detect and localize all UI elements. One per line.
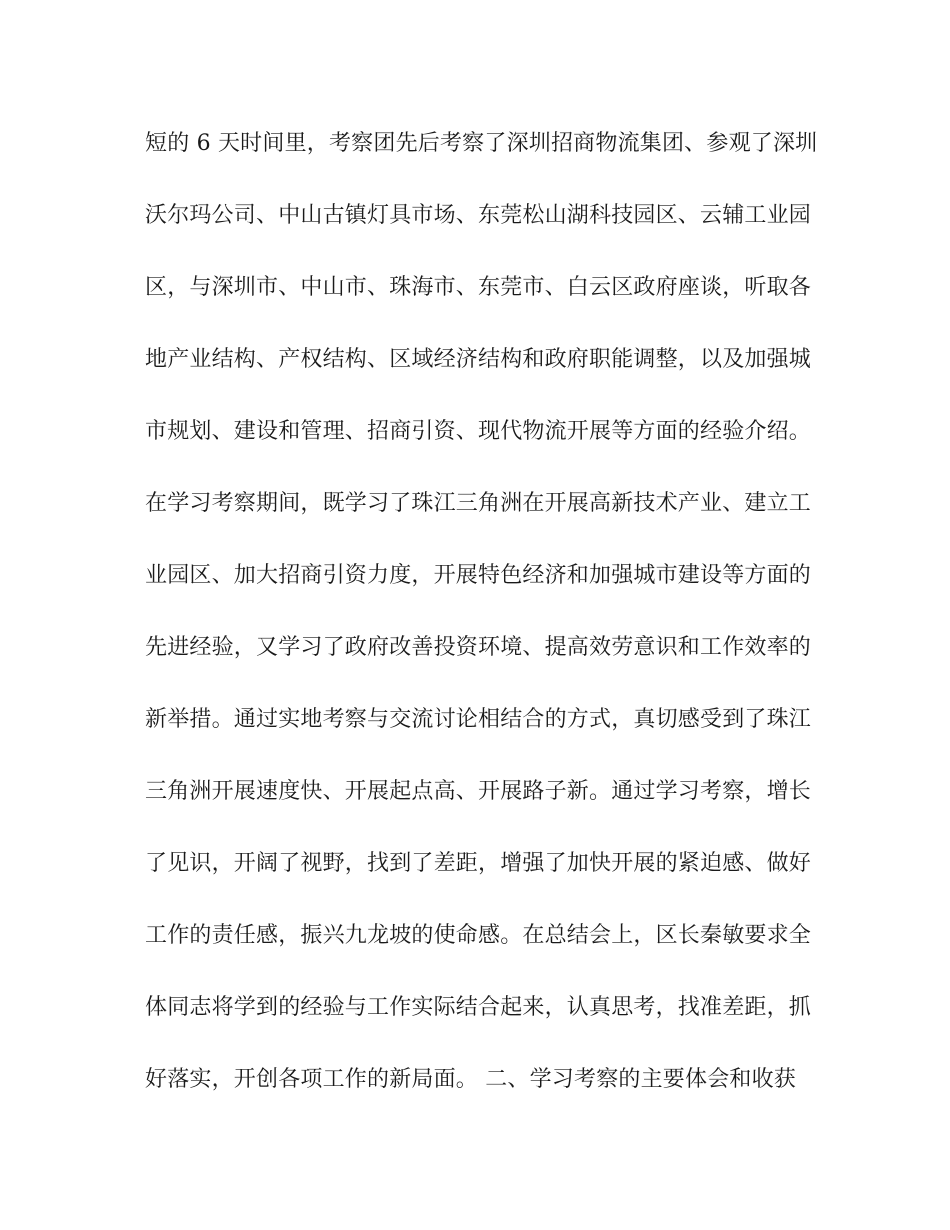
- body-text: [145, 120, 818, 1128]
- text-line: 区，与深圳市、中山市、珠海市、东莞市、白云区政府座谈，听取各: [145, 275, 812, 300]
- text-line: 市规划、建设和管理、招商引资、现代物流开展等方面的经验介绍。: [145, 419, 812, 444]
- text-line: 三角洲开展速度快、开展起点高、开展路子新。通过学习考察，增长: [145, 779, 812, 804]
- text-line: 地产业结构、产权结构、区域经济结构和政府职能调整，以及加强城: [145, 347, 812, 372]
- text-line: 业园区、加大招商引资力度，开展特色经济和加强城市建设等方面的: [145, 563, 812, 588]
- text-line: 体同志将学到的经验与工作实际结合起来，认真思考，找准差距，抓: [145, 995, 812, 1020]
- text-line: 先进经验，又学习了政府改善投资环境、提高效劳意识和工作效率的: [145, 635, 812, 660]
- text-line: 了见识，开阔了视野，找到了差距，增强了加快开展的紧迫感、做好: [145, 851, 812, 876]
- text-line: 沃尔玛公司、中山古镇灯具市场、东莞松山湖科技园区、云辅工业园: [145, 203, 812, 228]
- text-line: 好落实，开创各项工作的新局面。 二、学习考察的主要体会和收获: [145, 1067, 796, 1092]
- text-line: 在学习考察期间，既学习了珠江三角洲在开展高新技术产业、建立工: [145, 491, 812, 516]
- text-line: 短的 6 天时间里，考察团先后考察了深圳招商物流集团、参观了深圳: [145, 131, 818, 156]
- text-line: 新举措。通过实地考察与交流讨论相结合的方式，真切感受到了珠江: [145, 707, 812, 732]
- text-line: 工作的责任感，振兴九龙坡的使命感。在总结会上，区长秦敏要求全: [145, 923, 812, 948]
